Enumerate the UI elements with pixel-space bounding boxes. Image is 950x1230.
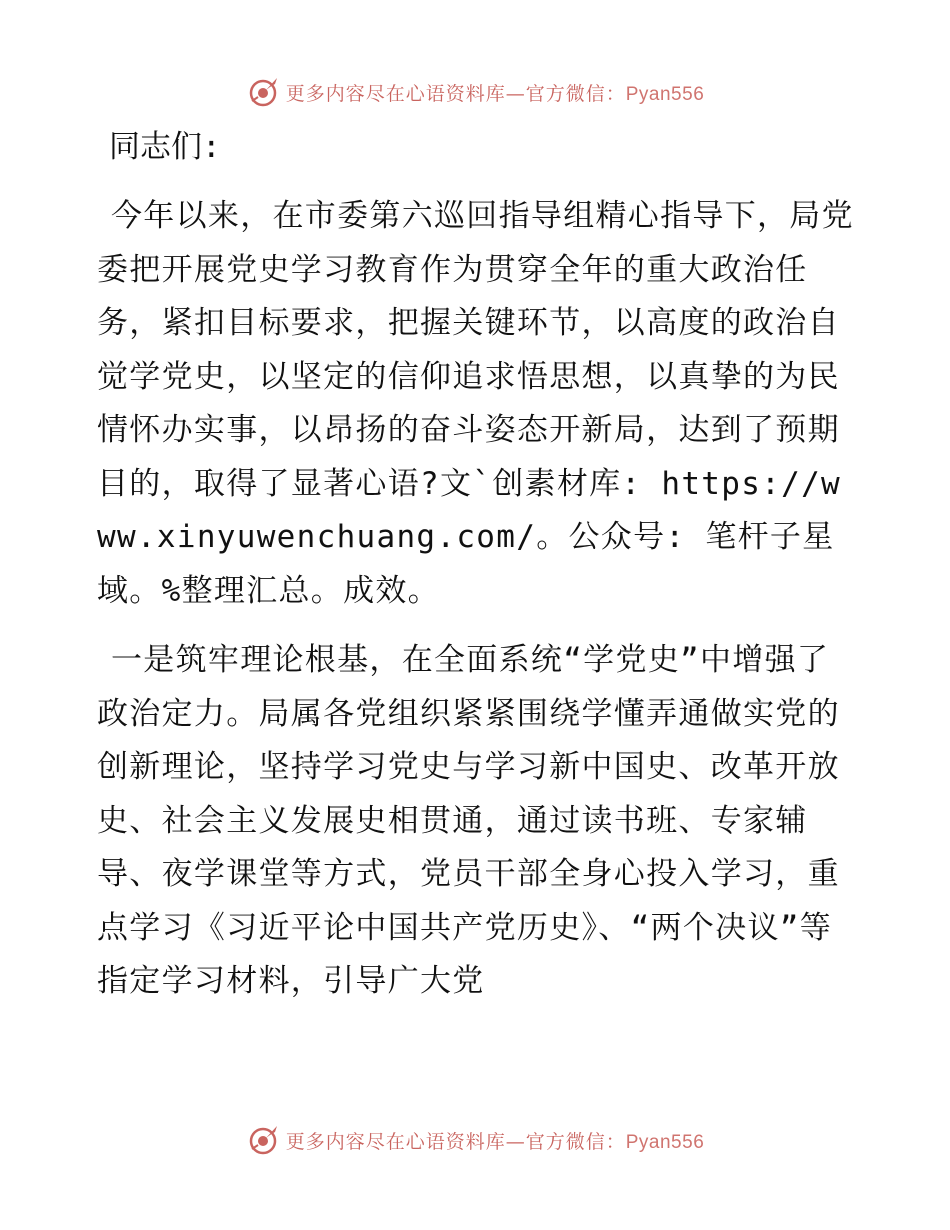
document-body [97, 122, 857, 1025]
wechat-id: Pyan556 [625, 1131, 705, 1153]
quill-logo-icon [246, 1123, 280, 1157]
paragraph-intro: 今年以来，在市委第六巡回指导组精心指导下，局党委把开展党史学习教育作为贯穿全年的重大政治任务，紧扣目标要求，把握关键环节，以高度的政治自觉学党史，以坚定的信仰追求悟思想，以真挚的为民情怀办实事，以昂扬的奋斗姿态开新局，达到了预期目的，取得了显著心语?文`创素材库: https://www.xinyuwenchuang.com/。公众号: 笔杆子星域。%整理汇总。成效。 [97, 198, 854, 609]
wechat-id: Pyan556 [625, 83, 705, 105]
paragraph-theory: 一是筑牢理论根基，在全面系统“学党史”中增强了政治定力。局属各党组织紧紧围绕学懂弄通做实党的创新理论，坚持学习党史与学习新中国史、改革开放史、社会主义发展史相贯通，通过读书班、专家辅导、夜学课堂等方式，党员干部全身心投入学习，重点学习《习近平论中国共产党历史》、“两个决议”等指定学习材料，引导广大党 [97, 642, 840, 999]
footer-watermark-banner [0, 1120, 950, 1160]
banner-text: 更多内容尽在心语资料库—官方微信：Pyan556 [285, 1130, 705, 1153]
banner-text: 更多内容尽在心语资料库—官方微信：Pyan556 [285, 82, 705, 105]
salutation: 同志们: [109, 129, 221, 165]
header-watermark-banner [0, 72, 950, 112]
quill-logo-icon [246, 75, 280, 109]
